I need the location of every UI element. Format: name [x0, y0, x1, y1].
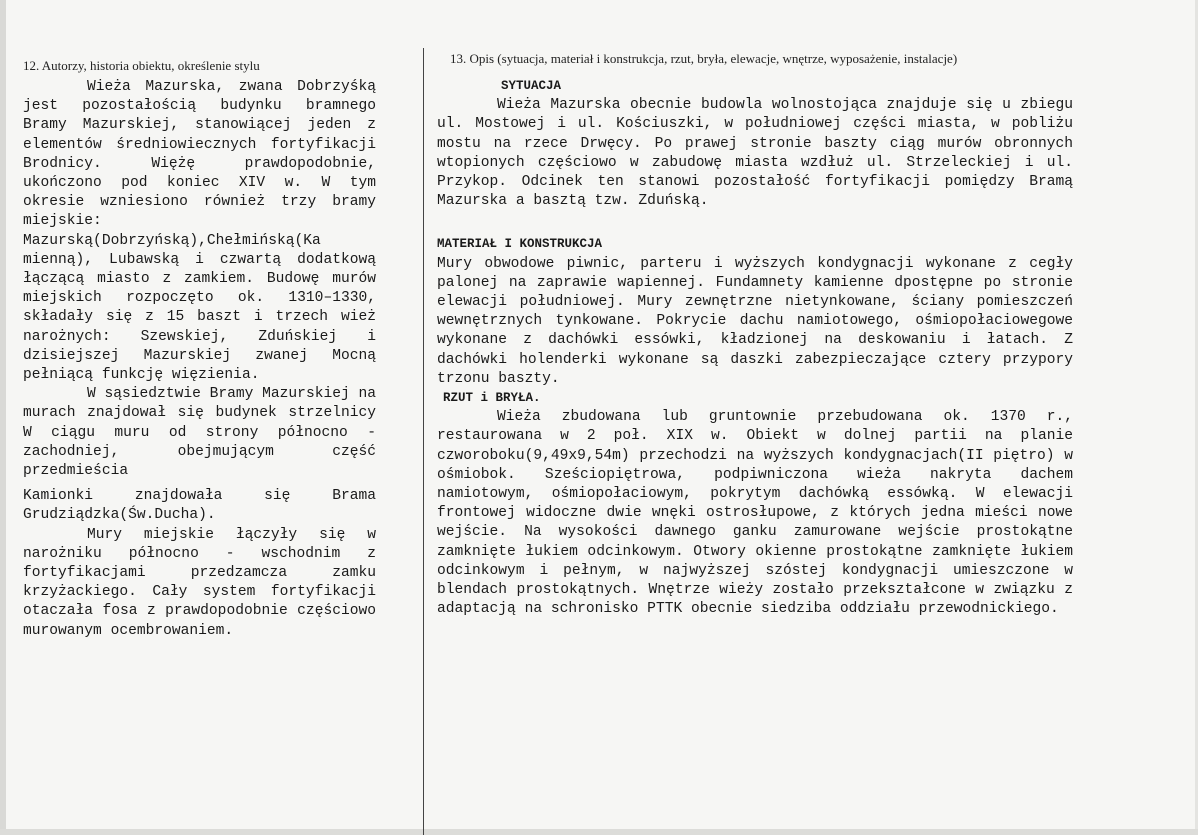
history-paragraph-2: W sąsiedztwie Bramy Mazurskiej na murach znajdował się budynek strzelnicy W ciągu muru od strony północno - zachodniej, obejmującym część przedmieścia	[23, 386, 377, 480]
section-text-rzut: Wieża zbudowana lub gruntownie przebudowana ok. 1370 r., restaurowana w 2 poł. XIX w. Obiekt w dolnej partii na planie czworoboku(9,49x9,54m) przechodzi na wyższych kondygnacjach(II piętro) w ośmiobok. Sześciopiętrowa, podpiwniczona wieża nakryta dachem namiotowym, ośmiopołaciowym, pokrytym dachówką essówką. W elewacji frontowej widoczne dwie wnęki ostrosłupowe, z których jedna mieści nowe wejście. Na wysokości dawnego ganku zamurowane wejście prostokątne zamknięte łukiem odcinkowym. Otwory okienne prostokątne zamknięte łukiem odcinkowym i pełnym, w najwyższej szóstej kondygnacji umieszczone w blendach prostokątnych. Wnętrze wieży zostało przekształcone w związku z adaptacją na schronisko PTTK obecnie siedziba oddziału przewodnickiego.	[437, 409, 1073, 618]
right-column	[437, 77, 1073, 619]
section-text-sytuacja: Wieża Mazurska obecnie budowla wolnostojąca znajduje się u zbiegu ul. Mostowej i ul. Kościuszki, w południowej części miasta, w pobliżu mostu na rzece Drwęcy. Po prawej stronie baszty ciąg murów obronnych wtopionych częściowo w zabudowę miasta wzdłuż ul. Strzeleckiej i ul. Przykop. Odcinek ten stanowi pozostałość fortyfikacji pomiędzy Bramą Mazurska a basztą tzw. Zduńską.	[437, 97, 1073, 210]
section-text-material: Mury obwodowe piwnic, parteru i wyższych kondygnacji wykonane z cegły palonej na zaprawie wapiennej. Fundamnety kamienne dpostępne po stronie elewacji południowej. Mury zewnętrzne nietynkowane, ściany pomieszczeń wewnętrznych tynkowane. Pokrycie dachu namiotowego, ośmiopołaciowegowe wykonane z dachówki essówki, kładzionej na deskowaniu i łatach. Z dachówki holenderki wykonane są daszki zabezpieczające cztery przypory trzonu baszty.	[437, 255, 1073, 387]
left-column	[23, 78, 376, 641]
right-column-header: 13. Opis (sytuacja, materiał i konstrukcja, rzut, bryła, elewacje, wnętrze, wyposażenie, instalacje)	[450, 51, 958, 66]
column-divider	[423, 48, 424, 835]
left-column-header: 12. Autorzy, historia obiektu, określenie stylu	[23, 58, 260, 73]
page-edge-bottom	[0, 829, 1198, 835]
section-title-material: MATERIAŁ I KONSTRUKCJA	[437, 237, 603, 252]
section-title-rzut: RZUT i BRYŁA.	[443, 391, 541, 406]
history-paragraph-3: Kamionki znajdowała się Brama Grudziądzka(Św.Ducha).	[23, 488, 376, 524]
history-paragraph-1: Wieża Mazurska, zwana Dobrzyśką jest pozostałością budynku bramnego Bramy Mazurskiej, stanowiącej jeden z elementów średniowiecznych fortyfikacji Brodnicy. Więżę prawdopodobnie, ukończono pod koniec XIV w. W tym okresie wzniesiono również trzy bramy miejskie: Mazurską(Dobrzyńską),Chełmińską(Ka mienną), Lubawską i czwartą dodatkową łączącą miasto z zamkiem. Budowę murów miejskich rozpoczęto ok. 1310–1330, składały się z 15 baszt i trzech wież narożnych: Szewskiej, Zduńskiej i dzisiejszej Mazurskiej zwanej Mocną pełniącą funkcję więzienia.	[23, 79, 376, 384]
page-edge-left	[0, 0, 6, 835]
section-title-sytuacja: SYTUACJA	[501, 79, 562, 93]
history-paragraph-4: Mury miejskie łączyły się w narożniku północno - wschodnim z fortyfikacjami przedzamcza zamku krzyżackiego. Cały system fortyfikacji otaczała fosa z prawdopodobnie częściowo murowanym ocembrowaniem.	[23, 526, 376, 639]
